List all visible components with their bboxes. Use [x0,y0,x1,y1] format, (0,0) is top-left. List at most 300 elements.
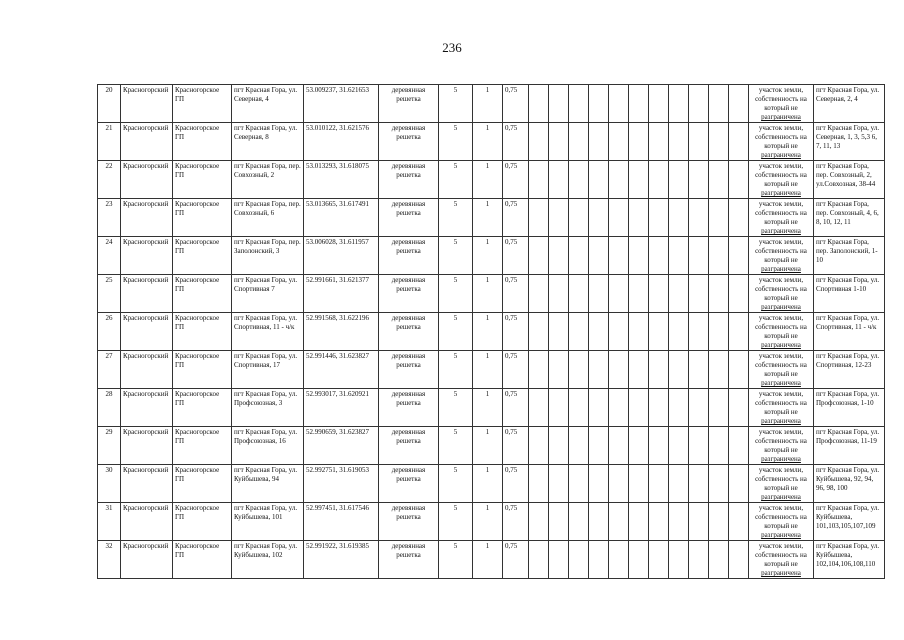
table-row [98,85,885,123]
empty-cell [589,85,609,123]
district-cell: Красногорский [121,351,173,389]
ownership-line: участок земли, [758,162,804,170]
empty-cell [609,427,629,465]
settlement-cell: Красногорское ГП [173,275,232,313]
settlement-cell: Красногорское ГП [173,389,232,427]
volume-cell: 0,75 [503,503,529,541]
empty-cell [729,275,749,313]
count-a-cell: 5 [439,503,473,541]
address-cell: пгт Красная Гора, ул. Куйбышева, 102 [232,541,304,579]
empty-cell [569,199,589,237]
row-number-cell: 23 [98,199,121,237]
empty-cell [669,465,689,503]
empty-cell [709,85,729,123]
container-type-cell: деревянная решетка [379,237,439,275]
empty-cell [589,503,609,541]
empty-cell [669,389,689,427]
empty-cell [529,503,549,541]
empty-cell [649,161,669,199]
empty-cell [629,313,649,351]
ownership-line: участок земли, [758,390,804,398]
volume-cell: 0,75 [503,161,529,199]
coordinates-cell: 52.991568, 31.622196 [304,313,379,351]
ownership-cell [749,503,814,541]
ownership-cell [749,199,814,237]
count-b-cell: 1 [473,161,503,199]
count-b-cell: 1 [473,503,503,541]
settlement-cell: Красногорское ГП [173,313,232,351]
empty-cell [729,351,749,389]
ownership-line: собственность на [755,285,807,293]
coordinates-cell: 52.991446, 31.623827 [304,351,379,389]
empty-cell [549,351,569,389]
count-a-cell: 5 [439,389,473,427]
empty-cell [589,313,609,351]
coordinates-cell: 52.991661, 31.621377 [304,275,379,313]
district-cell: Красногорский [121,313,173,351]
row-number-cell: 30 [98,465,121,503]
empty-cell [589,427,609,465]
empty-cell [649,351,669,389]
empty-cell [629,427,649,465]
empty-cell [549,199,569,237]
empty-cell [569,427,589,465]
empty-cell [549,389,569,427]
ownership-line: участок земли, [758,428,804,436]
ownership-line: который не [764,332,798,340]
ownership-line: собственность на [755,171,807,179]
empty-cell [669,503,689,541]
empty-cell [589,351,609,389]
ownership-line: собственность на [755,209,807,217]
ownership-line: который не [764,484,798,492]
empty-cell [649,465,669,503]
row-number-cell: 20 [98,85,121,123]
ownership-line: разграничена [761,265,801,273]
empty-cell [569,503,589,541]
row-number-cell: 24 [98,237,121,275]
empty-cell [689,199,709,237]
ownership-cell [749,427,814,465]
served-addresses-cell: пгт Красная Гора, ул. Спортивная, 12-23 [814,351,885,389]
row-number-cell: 27 [98,351,121,389]
empty-cell [709,161,729,199]
ownership-line: который не [764,142,798,150]
empty-cell [629,123,649,161]
ownership-line: участок земли, [758,542,804,550]
empty-cell [529,237,549,275]
district-cell: Красногорский [121,199,173,237]
empty-cell [649,389,669,427]
container-type-cell: деревянная решетка [379,427,439,465]
empty-cell [529,199,549,237]
empty-cell [549,541,569,579]
ownership-line: который не [764,294,798,302]
district-cell: Красногорский [121,123,173,161]
empty-cell [689,427,709,465]
empty-cell [609,199,629,237]
empty-cell [729,161,749,199]
settlement-cell: Красногорское ГП [173,503,232,541]
served-addresses-cell: пгт Красная Гора, ул. Северная, 2, 4 [814,85,885,123]
ownership-line: участок земли, [758,86,804,94]
container-type-cell: деревянная решетка [379,541,439,579]
table-row [98,427,885,465]
ownership-line: участок земли, [758,238,804,246]
row-number-cell: 22 [98,161,121,199]
district-cell: Красногорский [121,275,173,313]
coordinates-cell: 52.992751, 31.619053 [304,465,379,503]
coordinates-cell: 53.009237, 31.621653 [304,85,379,123]
served-addresses-cell: пгт Красная Гора, ул. Профсоюзная, 1-10 [814,389,885,427]
count-b-cell: 1 [473,351,503,389]
ownership-cell [749,313,814,351]
address-cell: пгт Красная Гора, ул. Спортивная 7 [232,275,304,313]
volume-cell: 0,75 [503,351,529,389]
empty-cell [689,313,709,351]
table-row [98,199,885,237]
address-cell: пгт Красная Гора, ул. Профсоюзная, 16 [232,427,304,465]
volume-cell: 0,75 [503,275,529,313]
empty-cell [689,275,709,313]
empty-cell [549,427,569,465]
coordinates-cell: 53.013293, 31.618075 [304,161,379,199]
empty-cell [629,465,649,503]
container-type-cell: деревянная решетка [379,199,439,237]
empty-cell [649,313,669,351]
ownership-line: разграничена [761,379,801,387]
registry-table [97,84,885,579]
container-type-cell: деревянная решетка [379,465,439,503]
settlement-cell: Красногорское ГП [173,427,232,465]
empty-cell [549,123,569,161]
ownership-line: собственность на [755,399,807,407]
ownership-line: участок земли, [758,314,804,322]
ownership-line: который не [764,408,798,416]
ownership-line: собственность на [755,95,807,103]
ownership-cell [749,465,814,503]
empty-cell [669,199,689,237]
container-type-cell: деревянная решетка [379,161,439,199]
count-b-cell: 1 [473,237,503,275]
count-a-cell: 5 [439,199,473,237]
empty-cell [709,351,729,389]
served-addresses-cell: пгт Красная Гора, пер. Совхозный, 2, ул.Совхозная, 38-44 [814,161,885,199]
empty-cell [569,275,589,313]
district-cell: Красногорский [121,389,173,427]
row-number-cell: 21 [98,123,121,161]
empty-cell [549,237,569,275]
table-row [98,313,885,351]
empty-cell [689,123,709,161]
ownership-line: собственность на [755,513,807,521]
ownership-line: разграничена [761,189,801,197]
empty-cell [569,237,589,275]
empty-cell [709,541,729,579]
empty-cell [709,465,729,503]
empty-cell [689,237,709,275]
empty-cell [709,503,729,541]
count-a-cell: 5 [439,351,473,389]
ownership-line: разграничена [761,303,801,311]
settlement-cell: Красногорское ГП [173,199,232,237]
ownership-line: разграничена [761,455,801,463]
empty-cell [529,465,549,503]
district-cell: Красногорский [121,427,173,465]
volume-cell: 0,75 [503,199,529,237]
volume-cell: 0,75 [503,313,529,351]
count-a-cell: 5 [439,427,473,465]
empty-cell [669,123,689,161]
ownership-cell [749,275,814,313]
settlement-cell: Красногорское ГП [173,123,232,161]
empty-cell [709,237,729,275]
empty-cell [609,275,629,313]
empty-cell [529,123,549,161]
empty-cell [709,313,729,351]
empty-cell [609,161,629,199]
ownership-line: который не [764,180,798,188]
empty-cell [589,161,609,199]
empty-cell [589,275,609,313]
ownership-cell [749,237,814,275]
empty-cell [529,85,549,123]
count-a-cell: 5 [439,541,473,579]
coordinates-cell: 53.006028, 31.611957 [304,237,379,275]
empty-cell [649,123,669,161]
empty-cell [569,123,589,161]
empty-cell [649,85,669,123]
settlement-cell: Красногорское ГП [173,237,232,275]
address-cell: пгт Красная Гора, ул. Куйбышева, 94 [232,465,304,503]
empty-cell [689,161,709,199]
empty-cell [529,389,549,427]
served-addresses-cell: пгт Красная Гора, пер. Совхозный, 4, 6, 8, 10, 12, 11 [814,199,885,237]
empty-cell [669,313,689,351]
container-type-cell: деревянная решетка [379,313,439,351]
ownership-line: разграничена [761,341,801,349]
count-a-cell: 5 [439,275,473,313]
empty-cell [629,389,649,427]
empty-cell [589,123,609,161]
row-number-cell: 26 [98,313,121,351]
ownership-line: который не [764,522,798,530]
empty-cell [729,123,749,161]
table-row [98,465,885,503]
ownership-line: который не [764,218,798,226]
empty-cell [709,427,729,465]
ownership-line: который не [764,256,798,264]
table-row [98,351,885,389]
count-b-cell: 1 [473,389,503,427]
settlement-cell: Красногорское ГП [173,465,232,503]
table-row [98,123,885,161]
ownership-line: собственность на [755,437,807,445]
address-cell: пгт Красная Гора, ул. Спортивная, 11 - ч/к [232,313,304,351]
row-number-cell: 28 [98,389,121,427]
ownership-line: который не [764,560,798,568]
row-number-cell: 31 [98,503,121,541]
empty-cell [629,351,649,389]
row-number-cell: 32 [98,541,121,579]
empty-cell [649,427,669,465]
empty-cell [729,389,749,427]
coordinates-cell: 52.990659, 31.623827 [304,427,379,465]
container-type-cell: деревянная решетка [379,85,439,123]
coordinates-cell: 53.010122, 31.621576 [304,123,379,161]
ownership-line: собственность на [755,551,807,559]
ownership-line: собственность на [755,323,807,331]
ownership-line: разграничена [761,417,801,425]
address-cell: пгт Красная Гора, ул. Северная, 8 [232,123,304,161]
served-addresses-cell: пгт Красная Гора, ул. Спортивная 1-10 [814,275,885,313]
district-cell: Красногорский [121,541,173,579]
ownership-line: участок земли, [758,504,804,512]
empty-cell [669,427,689,465]
address-cell: пгт Красная Гора, ул. Куйбышева, 101 [232,503,304,541]
coordinates-cell: 52.997451, 31.617546 [304,503,379,541]
empty-cell [629,161,649,199]
empty-cell [549,313,569,351]
district-cell: Красногорский [121,237,173,275]
count-b-cell: 1 [473,313,503,351]
address-cell: пгт Красная Гора, ул. Северная, 4 [232,85,304,123]
volume-cell: 0,75 [503,123,529,161]
empty-cell [589,389,609,427]
address-cell: пгт Красная Гора, пер. Совхозный, 2 [232,161,304,199]
count-a-cell: 5 [439,313,473,351]
empty-cell [649,237,669,275]
served-addresses-cell: пгт Красная Гора, ул. Спортивная, 11 - ч/к [814,313,885,351]
container-type-cell: деревянная решетка [379,275,439,313]
ownership-line: собственность на [755,361,807,369]
count-b-cell: 1 [473,275,503,313]
volume-cell: 0,75 [503,389,529,427]
empty-cell [729,503,749,541]
coordinates-cell: 53.013665, 31.617491 [304,199,379,237]
settlement-cell: Красногорское ГП [173,541,232,579]
empty-cell [569,389,589,427]
empty-cell [729,465,749,503]
table-row [98,541,885,579]
ownership-line: разграничена [761,227,801,235]
empty-cell [609,503,629,541]
served-addresses-cell: пгт Красная Гора, ул. Северная, 1, 3, 5,3 6, 7, 11, 13 [814,123,885,161]
empty-cell [629,237,649,275]
coordinates-cell: 52.993017, 31.620921 [304,389,379,427]
empty-cell [729,541,749,579]
table-row [98,389,885,427]
table-row [98,237,885,275]
table-row [98,275,885,313]
address-cell: пгт Красная Гора, пер. Совхозный, 6 [232,199,304,237]
ownership-line: собственность на [755,475,807,483]
count-b-cell: 1 [473,85,503,123]
empty-cell [629,275,649,313]
empty-cell [549,85,569,123]
empty-cell [669,541,689,579]
empty-cell [569,465,589,503]
empty-cell [609,465,629,503]
ownership-line: участок земли, [758,466,804,474]
ownership-line: участок земли, [758,124,804,132]
empty-cell [529,351,549,389]
empty-cell [689,389,709,427]
empty-cell [589,237,609,275]
row-number-cell: 29 [98,427,121,465]
settlement-cell: Красногорское ГП [173,85,232,123]
served-addresses-cell: пгт Красная Гора, ул. Куйбышева, 101,103,105,107,109 [814,503,885,541]
empty-cell [609,389,629,427]
empty-cell [569,161,589,199]
container-type-cell: деревянная решетка [379,389,439,427]
empty-cell [689,351,709,389]
ownership-line: который не [764,370,798,378]
volume-cell: 0,75 [503,427,529,465]
empty-cell [709,275,729,313]
empty-cell [549,161,569,199]
empty-cell [729,237,749,275]
empty-cell [689,541,709,579]
empty-cell [709,123,729,161]
empty-cell [669,275,689,313]
empty-cell [649,503,669,541]
empty-cell [529,161,549,199]
volume-cell: 0,75 [503,465,529,503]
empty-cell [569,541,589,579]
served-addresses-cell: пгт Красная Гора, пер. Заполонский, 1-10 [814,237,885,275]
ownership-cell [749,161,814,199]
coordinates-cell: 52.991922, 31.619385 [304,541,379,579]
empty-cell [669,351,689,389]
empty-cell [669,161,689,199]
empty-cell [529,427,549,465]
empty-cell [669,237,689,275]
empty-cell [549,275,569,313]
ownership-cell [749,541,814,579]
district-cell: Красногорский [121,503,173,541]
count-b-cell: 1 [473,541,503,579]
empty-cell [609,351,629,389]
address-cell: пгт Красная Гора, ул. Профсоюзная, 3 [232,389,304,427]
page-number: 236 [442,40,462,55]
empty-cell [669,85,689,123]
empty-cell [629,503,649,541]
empty-cell [609,123,629,161]
count-b-cell: 1 [473,199,503,237]
container-type-cell: деревянная решетка [379,123,439,161]
district-cell: Красногорский [121,161,173,199]
empty-cell [609,313,629,351]
district-cell: Красногорский [121,465,173,503]
ownership-cell [749,351,814,389]
ownership-line: разграничена [761,151,801,159]
settlement-cell: Красногорское ГП [173,351,232,389]
count-a-cell: 5 [439,161,473,199]
empty-cell [689,465,709,503]
served-addresses-cell: пгт Красная Гора, ул. Профсоюзная, 11-19 [814,427,885,465]
ownership-line: разграничена [761,569,801,577]
empty-cell [729,313,749,351]
empty-cell [709,199,729,237]
empty-cell [549,465,569,503]
empty-cell [689,503,709,541]
volume-cell: 0,75 [503,85,529,123]
ownership-line: разграничена [761,493,801,501]
settlement-cell: Красногорское ГП [173,161,232,199]
empty-cell [549,503,569,541]
ownership-cell [749,123,814,161]
